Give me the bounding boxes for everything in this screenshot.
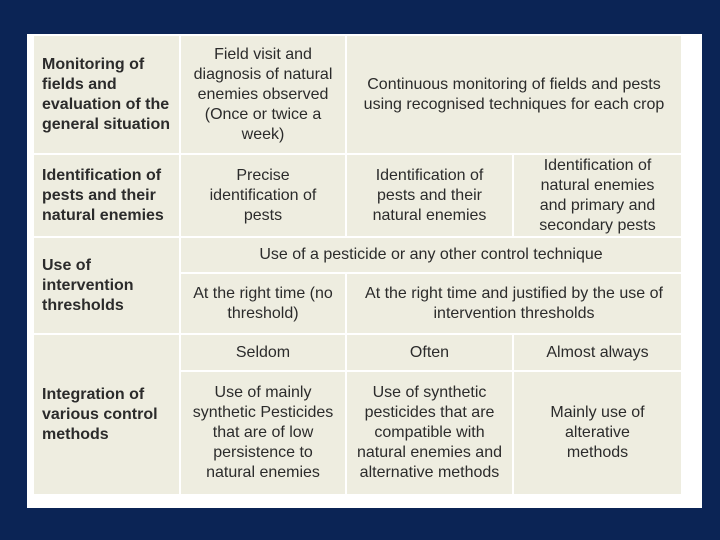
row-header-integration xyxy=(34,335,179,494)
cell-identification-primary-secondary xyxy=(514,155,681,236)
cell-thresholds-pesticide-use xyxy=(181,238,681,272)
cell-thresholds-no-threshold-text: At the right time (no threshold) xyxy=(193,284,333,322)
row-header-thresholds xyxy=(34,238,179,333)
cell-integration-almost-always xyxy=(514,335,681,370)
cell-integration-seldom xyxy=(181,335,345,370)
cell-thresholds-justified xyxy=(347,274,681,333)
row-header-integration-text: Integration of various control methods xyxy=(42,385,158,443)
cell-identification-pests-text: Precise identification of pests xyxy=(209,166,317,224)
cell-thresholds-no-threshold xyxy=(181,274,345,333)
cell-identification-primary-secondary-text: Identification of natural enemies and primary and secondary pests xyxy=(539,156,656,234)
cell-monitoring-continuous xyxy=(347,36,681,153)
cell-integration-alternative-methods-text: Mainly use of alterative methods xyxy=(550,404,645,461)
cell-integration-synthetic-low-persistence xyxy=(181,372,345,494)
cell-integration-compatible-pesticides xyxy=(347,372,512,494)
cell-integration-often-text: Often xyxy=(409,343,450,361)
cell-integration-seldom-text: Seldom xyxy=(235,343,291,361)
row-header-monitoring xyxy=(34,36,179,153)
row-header-monitoring-text: Monitoring of fields and evaluation of the general situation xyxy=(42,55,171,133)
cell-monitoring-field-visit xyxy=(181,36,345,153)
row-header-identification xyxy=(34,155,179,236)
cell-integration-almost-always-text: Almost always xyxy=(546,343,649,361)
comparison-table xyxy=(27,34,702,508)
cell-thresholds-pesticide-use-text: Use of a pesticide or any other control technique xyxy=(259,246,603,263)
cell-identification-pests-enemies-text: Identification of pests and their natural enemies xyxy=(372,166,487,224)
row-header-identification-text: Identification of pests and their natural enemies xyxy=(42,166,164,224)
cell-integration-alternative-methods xyxy=(514,372,681,494)
cell-integration-often xyxy=(347,335,512,370)
cell-integration-compatible-pesticides-text: Use of synthetic pesticides that are compatible with natural enemies and alternative methods xyxy=(357,384,502,481)
cell-monitoring-field-visit-text: Field visit and diagnosis of natural enemies observed (Once or twice a week) xyxy=(193,45,333,143)
cell-identification-pests xyxy=(181,155,345,236)
cell-thresholds-justified-text: At the right time and justified by the use of intervention thresholds xyxy=(365,284,663,322)
cell-monitoring-continuous-text: Continuous monitoring of fields and pests using recognised techniques for each crop xyxy=(363,75,665,113)
row-header-thresholds-text: Use of intervention thresholds xyxy=(42,256,134,314)
cell-integration-synthetic-low-persistence-text: Use of mainly synthetic Pesticides that are of low persistence to natural enemies xyxy=(192,384,334,481)
cell-identification-pests-enemies xyxy=(347,155,512,236)
